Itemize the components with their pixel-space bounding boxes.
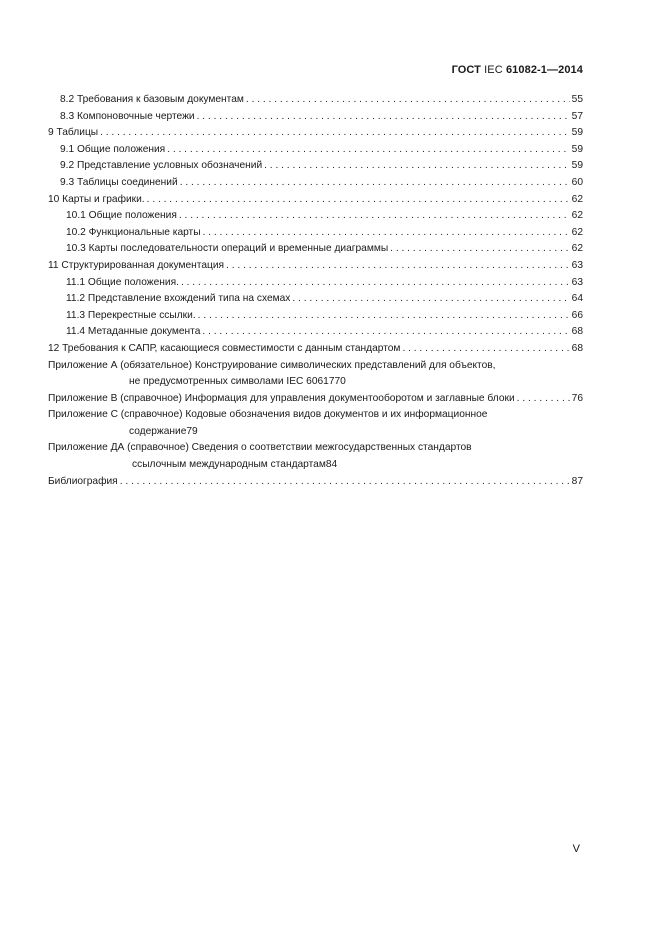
toc-entry-page: 57 bbox=[571, 110, 583, 122]
toc-entry-label: 10.2 Функциональные карты bbox=[66, 226, 201, 238]
toc-entry-page: 63 bbox=[571, 276, 583, 288]
toc-appendix-c[interactable] bbox=[48, 407, 583, 440]
toc-entry-label: 11.1 Общие положения. bbox=[66, 276, 179, 288]
toc-appendix-b[interactable] bbox=[48, 391, 583, 408]
leader-dots bbox=[120, 474, 570, 491]
toc-entry[interactable] bbox=[48, 142, 583, 159]
appendix-c-line2: содержание bbox=[129, 425, 187, 437]
appendix-da-title: Приложение ДА (справочное) Сведения о соответствии межгосударственных стандартов bbox=[48, 442, 472, 454]
toc-entry[interactable] bbox=[48, 308, 583, 325]
appendix-da-continuation bbox=[48, 457, 583, 474]
toc-entry[interactable] bbox=[48, 208, 583, 225]
toc-entry[interactable] bbox=[48, 341, 583, 358]
bibliography-title: Библиография bbox=[48, 475, 118, 487]
leader-dots bbox=[202, 324, 569, 341]
appendix-a-line2: не предусмотренных символами IEC 60617 bbox=[129, 376, 335, 388]
page-number: V bbox=[572, 843, 580, 855]
leader-dots bbox=[264, 158, 570, 175]
leader-dots bbox=[203, 225, 570, 242]
toc-entry[interactable] bbox=[48, 258, 583, 275]
appendix-a-continuation bbox=[48, 374, 583, 391]
leader-dots bbox=[226, 258, 570, 275]
toc-appendix-a[interactable] bbox=[48, 358, 583, 391]
toc-entry[interactable] bbox=[48, 125, 583, 142]
leader-dots bbox=[292, 291, 569, 308]
leader-dots bbox=[180, 175, 570, 192]
appendix-b-title: Приложение В (справочное) Информация для управления документооборотом и заглавные блоки bbox=[48, 392, 515, 404]
toc-entry-label: 9.3 Таблицы соединений bbox=[60, 176, 178, 188]
toc-entry-label: 11.4 Метаданные документа bbox=[66, 326, 201, 338]
toc-entry-label: 10.1 Общие положения bbox=[66, 210, 177, 222]
standard-mid: IEC bbox=[484, 64, 503, 76]
toc-entry-label: 11.3 Перекрестные ссылки. bbox=[66, 309, 196, 321]
table-of-contents bbox=[48, 92, 583, 490]
toc-entry-page: 59 bbox=[571, 160, 583, 172]
appendix-a-title: Приложение А (обязательное) Конструирование символических представлений для объектов, bbox=[48, 359, 496, 371]
toc-appendix-da[interactable] bbox=[48, 440, 583, 473]
leader-dots bbox=[167, 142, 569, 159]
toc-entry-page: 64 bbox=[571, 293, 583, 305]
toc-entry-page: 62 bbox=[571, 226, 583, 238]
toc-entry[interactable] bbox=[48, 158, 583, 175]
toc-entry-page: 68 bbox=[571, 326, 583, 338]
toc-entry-label: 9.2 Представление условных обозначений bbox=[60, 160, 263, 172]
appendix-c-title: Приложение С (справочное) Кодовые обозначения видов документов и их информационное bbox=[48, 409, 488, 421]
toc-entry[interactable] bbox=[48, 291, 583, 308]
toc-entry-label: 12 Требования к САПР, касающиеся совместимости с данным стандартом bbox=[48, 342, 401, 354]
toc-entry-page: 68 bbox=[571, 342, 583, 354]
toc-entry-page: 79 bbox=[186, 425, 198, 437]
toc-entry-page: 87 bbox=[571, 475, 583, 487]
toc-entry[interactable] bbox=[48, 241, 583, 258]
toc-entry-page: 76 bbox=[571, 392, 583, 404]
toc-entry-page: 59 bbox=[571, 127, 583, 139]
leader-dots bbox=[147, 192, 570, 209]
toc-entry-page: 60 bbox=[571, 176, 583, 188]
leader-dots bbox=[179, 208, 570, 225]
leader-dots bbox=[402, 341, 569, 358]
toc-entry-page: 62 bbox=[571, 210, 583, 222]
standard-number: 61082-1—2014 bbox=[505, 64, 583, 76]
toc-entry[interactable] bbox=[48, 225, 583, 242]
leader-dots bbox=[517, 391, 570, 408]
appendix-c-continuation bbox=[48, 424, 583, 441]
toc-entry-label: 8.2 Требования к базовым документам bbox=[60, 94, 244, 105]
toc-bibliography[interactable] bbox=[48, 474, 583, 491]
leader-dots bbox=[100, 125, 570, 142]
leader-dots bbox=[181, 275, 570, 292]
toc-entry-page: 62 bbox=[571, 193, 583, 205]
toc-entry-label: 9.1 Общие положения bbox=[60, 143, 166, 155]
toc-entry-page: 63 bbox=[571, 259, 583, 271]
toc-entry-label: 9 Таблицы bbox=[48, 127, 99, 139]
appendix-da-line2: ссылочным международным стандартам bbox=[132, 459, 326, 471]
leader-dots bbox=[390, 241, 570, 258]
toc-entry-page: 55 bbox=[571, 94, 583, 105]
toc-entry-label: 11.2 Представление вхождений типа на схемах bbox=[66, 293, 291, 305]
toc-entry[interactable] bbox=[48, 92, 583, 109]
toc-entry[interactable] bbox=[48, 192, 583, 209]
toc-entry-label: 10.3 Карты последовательности операций и временные диаграммы bbox=[66, 243, 389, 255]
toc-entry[interactable] bbox=[48, 175, 583, 192]
leader-dots bbox=[197, 109, 570, 126]
toc-entry-page: 84 bbox=[325, 459, 338, 471]
toc-entry-label: 11 Структурированная документация bbox=[48, 259, 225, 271]
toc-entry-page: 70 bbox=[334, 376, 346, 388]
toc-entry-label: 10 Карты и графики. bbox=[48, 193, 145, 205]
toc-entry-page: 66 bbox=[571, 309, 583, 321]
leader-dots bbox=[246, 92, 570, 109]
toc-entry-label: 8.3 Компоновочные чертежи bbox=[60, 110, 195, 122]
toc-entry-page: 62 bbox=[571, 243, 583, 255]
standard-prefix: ГОСТ bbox=[451, 64, 481, 76]
document-header bbox=[452, 64, 583, 76]
toc-entry[interactable] bbox=[48, 324, 583, 341]
toc-entry[interactable] bbox=[48, 109, 583, 126]
toc-entry-page: 59 bbox=[571, 143, 583, 155]
toc-entry[interactable] bbox=[48, 275, 583, 292]
leader-dots bbox=[198, 308, 570, 325]
